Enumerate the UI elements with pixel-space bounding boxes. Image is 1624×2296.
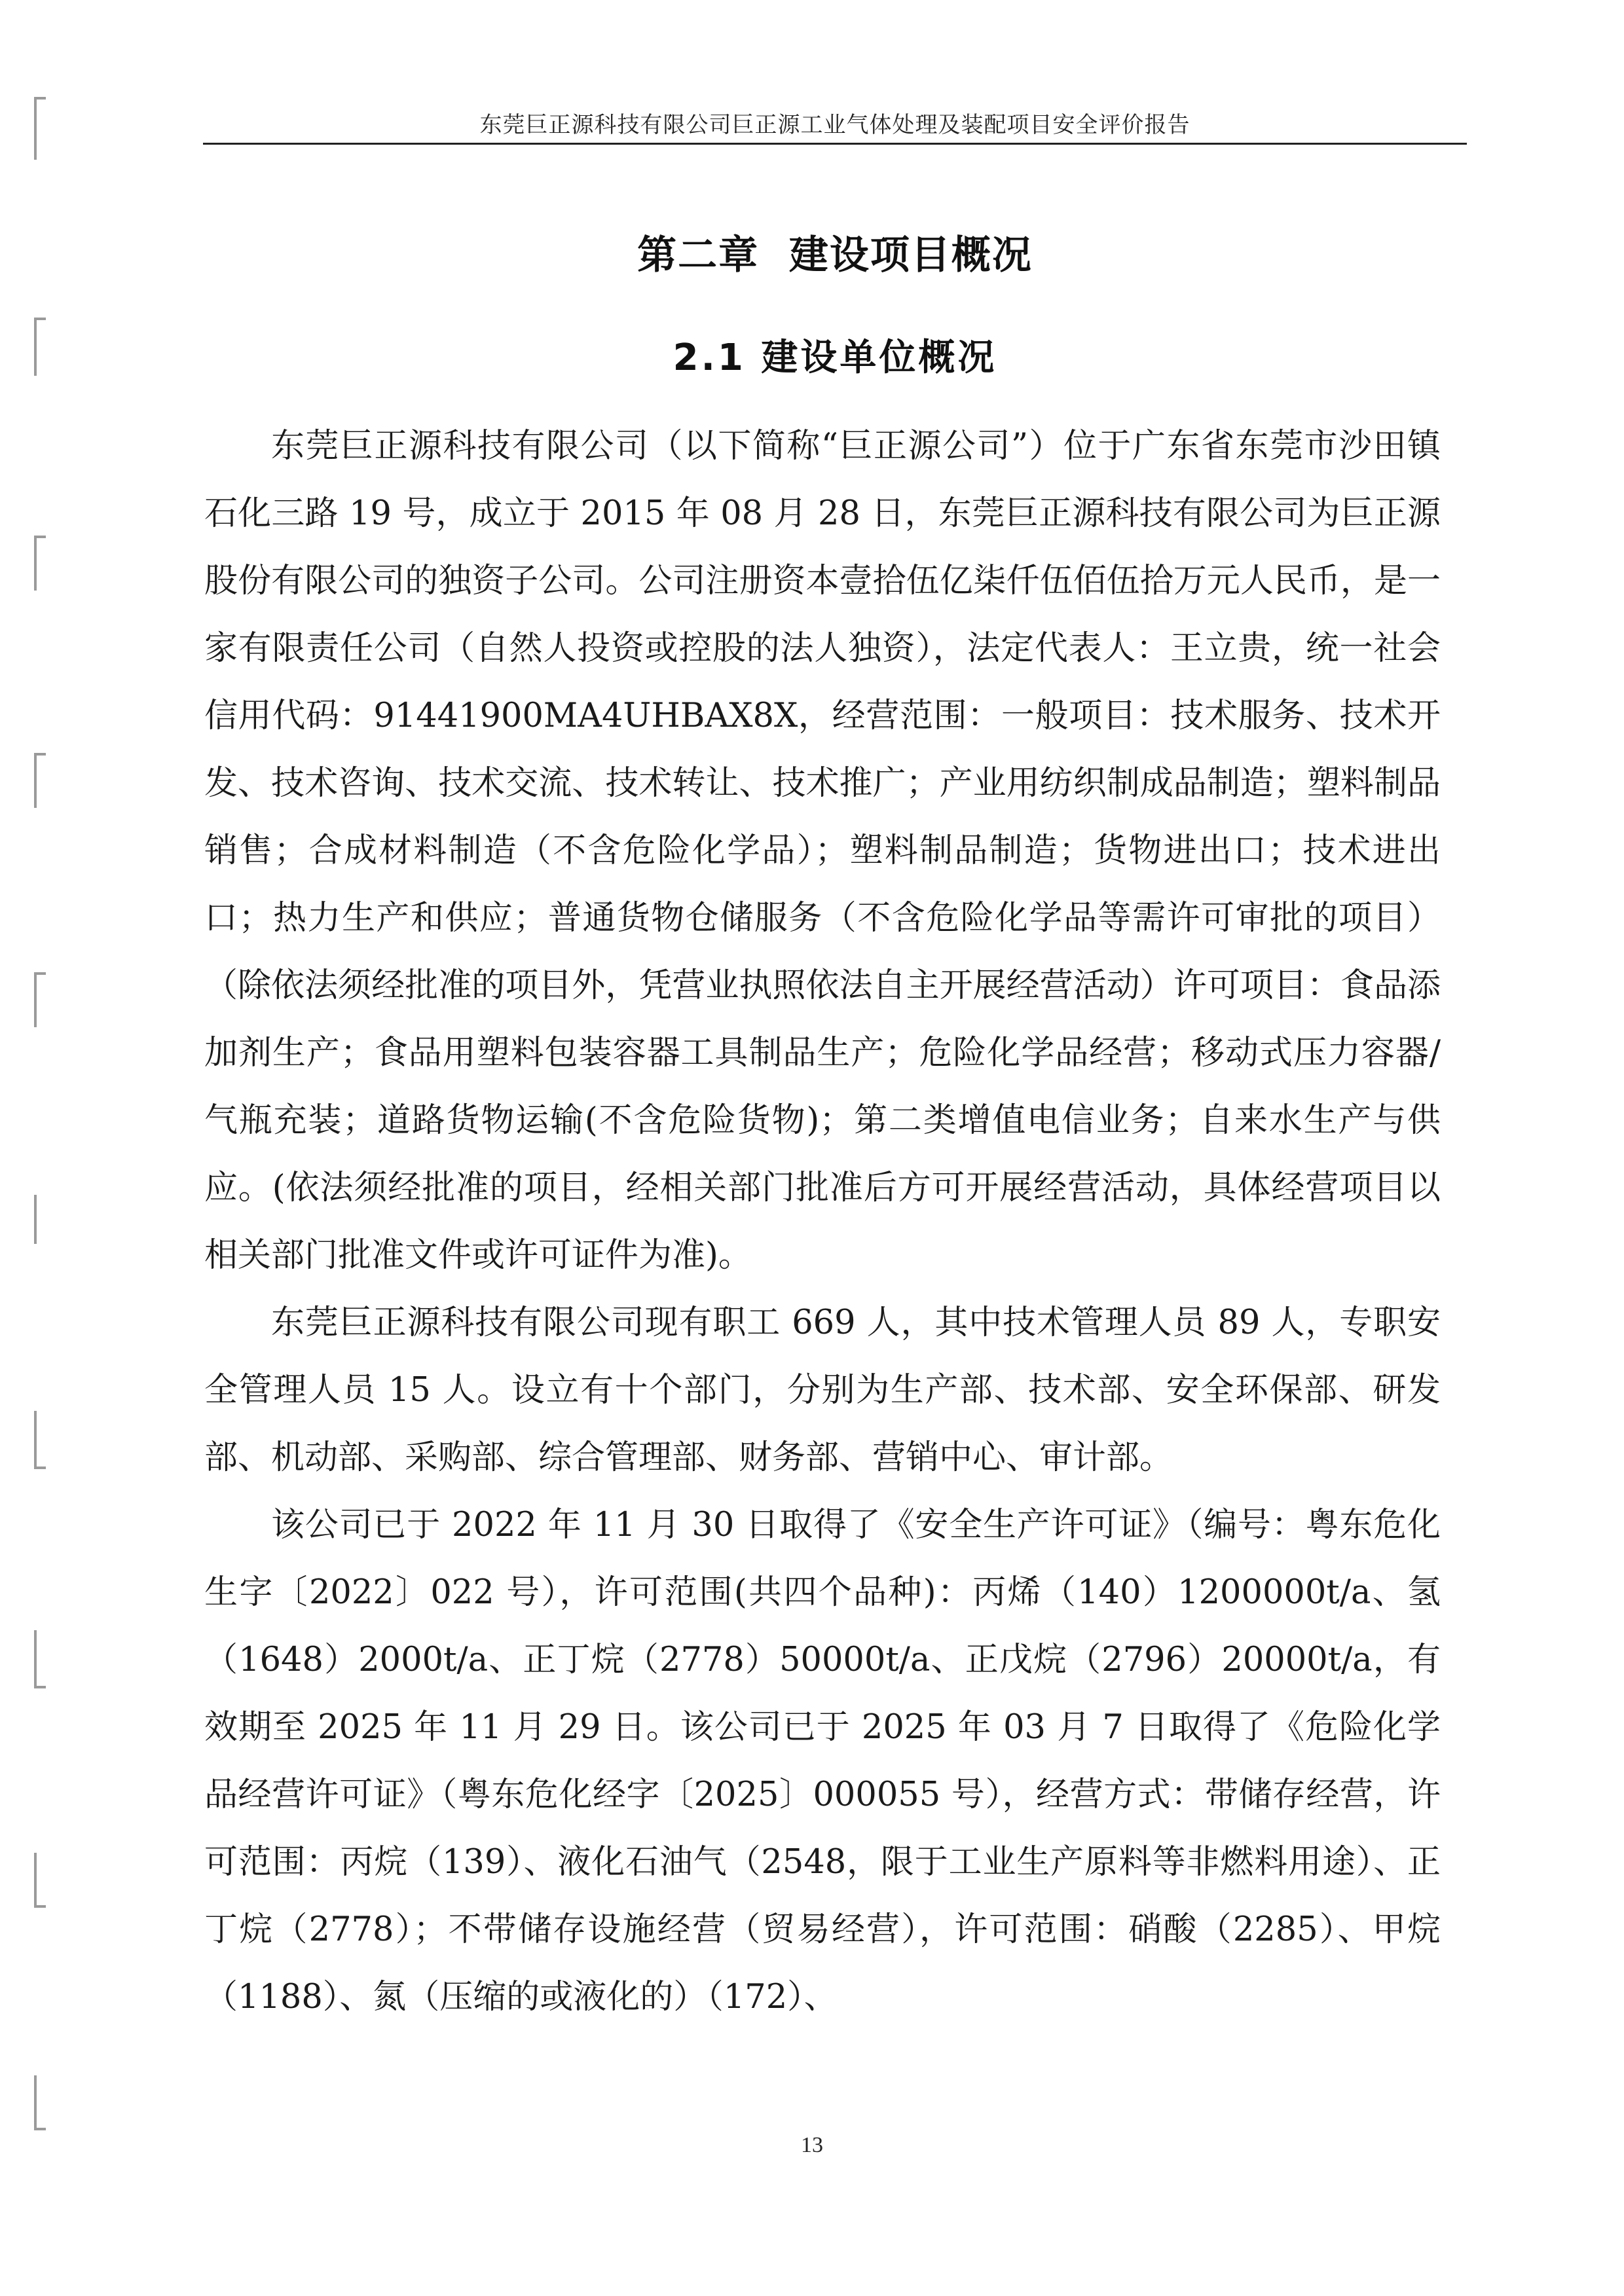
page-number: 13 bbox=[801, 2133, 823, 2157]
header-rule bbox=[203, 143, 1467, 145]
binding-mark bbox=[34, 972, 46, 1027]
paragraph-company-overview: 东莞巨正源科技有限公司（以下简称“巨正源公司”）位于广东省东莞市沙田镇石化三路 19 号，成立于 2015 年 08 月 28 日，东莞巨正源科技有限公司为巨正源股份有限公司的独资子公司。公司注册资本壹拾伍亿柒仟伍佰伍拾万元人民币，是一家有限责任公司（自然人投资或控股的法人独资），法定代表人：王立贵，统一社会信用代码：91441900MA4UHBAX8X，经营范围：一般项目：技术服务、技术开发、技术咨询、技术交流、技术转让、技术推广；产业用纺织制成品制造；塑料制品销售；合成材料制造（不含危险化学品）；塑料制品制造；货物进出口；技术进出口；热力生产和供应；普通货物仓储服务（不含危险化学品等需许可审批的项目）（除依法须经批准的项目外，凭营业执照依法自主开展经营活动）许可项目：食品添加剂生产；食品用塑料包装容器工具制品生产；危险化学品经营；移动式压力容器/气瓶充装；道路货物运输(不含危险货物)；第二类增值电信业务；自来水生产与供应。(依法须经批准的项目，经相关部门批准后方可开展经营活动，具体经营项目以相关部门批准文件或许可证件为准)。 bbox=[204, 427, 1441, 1275]
paragraph-licenses: 该公司已于 2022 年 11 月 30 日取得了《安全生产许可证》（编号：粤东危化生字〔2022〕022 号），许可范围(共四个品种)：丙烯（140）1200000t/a、氢（1648）2000t/a、正丁烷（2778）50000t/a、正戊烷（2796）20000t/a，有效期至 2025 年 11 月 29 日。该公司已于 2025 年 03 月 7 日取得了《危险化学品经营许可证》（粤东危化经字〔2025〕000055 号），经营方式：带储存经营，许可范围：丙烷（139）、液化石油气（2548，限于工业生产原料等非燃料用途）、正丁烷（2778）；不带储存设施经营（贸易经营），许可范围：硝酸（2285）、甲烷（1188）、氮（压缩的或液化的）（172）、 bbox=[204, 1506, 1441, 2016]
paragraph-staffing: 东莞巨正源科技有限公司现有职工 669 人，其中技术管理人员 89 人，专职安全管理人员 15 人。设立有十个部门，分别为生产部、技术部、安全环保部、研发部、机动部、采购部、综合管理部、财务部、营销中心、审计部。 bbox=[204, 1303, 1441, 1477]
binding-mark bbox=[34, 2075, 46, 2130]
binding-mark bbox=[34, 318, 46, 376]
chapter-title: 第二章 建设项目概况 bbox=[637, 232, 1033, 278]
running-header: 东莞巨正源科技有限公司巨正源工业气体处理及装配项目安全评价报告 bbox=[479, 112, 1190, 138]
body-text bbox=[204, 412, 1441, 2031]
binding-mark bbox=[34, 1195, 46, 1244]
binding-mark bbox=[34, 536, 46, 591]
binding-mark bbox=[34, 97, 46, 160]
binding-mark bbox=[34, 1411, 46, 1469]
binding-mark bbox=[34, 1630, 46, 1688]
binding-mark bbox=[34, 753, 46, 808]
binding-mark bbox=[34, 1853, 46, 1908]
section-title: 2.1 建设单位概况 bbox=[673, 337, 997, 379]
